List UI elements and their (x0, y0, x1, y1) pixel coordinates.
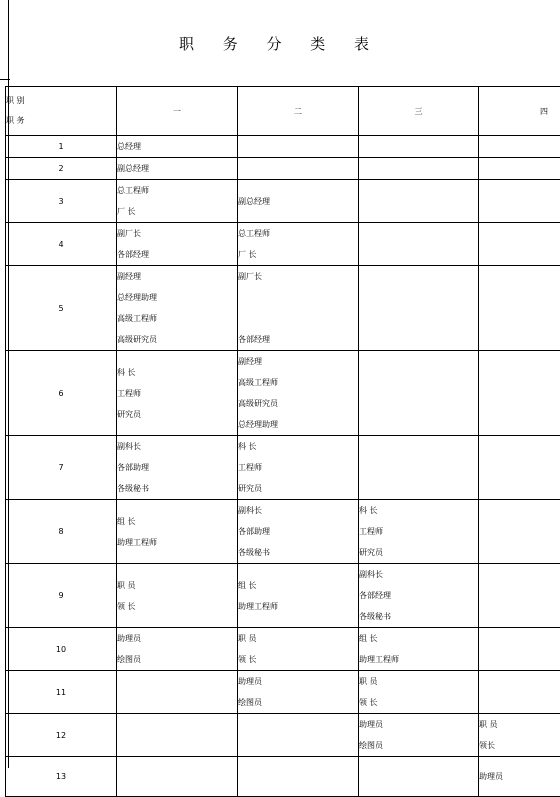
position-title: 科 长 (359, 500, 478, 521)
position-title: 领长 (479, 735, 560, 756)
row-number-cell: 11 (6, 671, 117, 714)
corner-label-rank: 职 别 (6, 95, 116, 107)
position-title: 各级秘书 (238, 542, 358, 563)
position-title: 高级工程师 (117, 308, 237, 329)
table-cell (359, 564, 479, 628)
position-title: 总工程师 (238, 223, 358, 244)
position-title: 职 员 (238, 628, 358, 649)
position-title: 领 长 (359, 692, 478, 713)
table-cell (238, 671, 359, 714)
table-cell (359, 266, 479, 351)
position-title: 各部助理 (117, 457, 237, 478)
page-title: 职 务 分 类 表 (0, 33, 560, 54)
position-title: 组 长 (117, 511, 237, 532)
row-number-cell: 13 (6, 757, 117, 797)
table-cell (479, 266, 560, 351)
table-row (6, 180, 560, 223)
row-number-cell: 6 (6, 351, 117, 436)
position-title: 绘图员 (117, 649, 237, 670)
row-number-cell: 8 (6, 500, 117, 564)
position-title: 科 长 (117, 362, 237, 383)
position-title: 副厂长 (238, 266, 358, 287)
table-cell (117, 671, 238, 714)
row-number-cell: 10 (6, 628, 117, 671)
table-cell (117, 223, 238, 266)
table-cell (117, 757, 238, 797)
table-cell (117, 266, 238, 351)
table-cell (117, 714, 238, 757)
position-title: 助理工程师 (117, 532, 237, 553)
position-title: 助理工程师 (359, 649, 478, 670)
table-row (6, 671, 560, 714)
table-cell (238, 158, 359, 180)
table-cell (359, 351, 479, 436)
table-cell (479, 180, 560, 223)
table-row (6, 714, 560, 757)
position-title (238, 287, 358, 308)
table-row (6, 500, 560, 564)
row-number-cell: 7 (6, 436, 117, 500)
position-title: 助理员 (359, 714, 478, 735)
table-cell (238, 757, 359, 797)
table-row (6, 757, 560, 797)
table-cell (238, 436, 359, 500)
position-title: 各部助理 (238, 521, 358, 542)
table-cell (479, 628, 560, 671)
position-title: 工程师 (359, 521, 478, 542)
position-title: 职 员 (359, 671, 478, 692)
table-cell (359, 757, 479, 797)
table-cell (117, 628, 238, 671)
table-cell (359, 714, 479, 757)
table-cell (479, 136, 560, 158)
position-title: 研究员 (117, 404, 237, 425)
position-title: 助理员 (117, 628, 237, 649)
table-header-row (6, 87, 560, 136)
position-title: 领 长 (238, 649, 358, 670)
position-title: 厂 长 (117, 201, 237, 222)
position-title: 各部经理 (359, 585, 478, 606)
position-title: 高级研究员 (117, 329, 237, 350)
position-title: 领 长 (117, 596, 237, 617)
table-row (6, 158, 560, 180)
table-row (6, 351, 560, 436)
table-cell (479, 757, 560, 797)
table-cell (359, 180, 479, 223)
position-title: 高级研究员 (238, 393, 358, 414)
row-number-cell: 12 (6, 714, 117, 757)
position-title: 总经理 (117, 136, 237, 157)
table-cell (117, 436, 238, 500)
table-cell (359, 223, 479, 266)
row-number-cell: 9 (6, 564, 117, 628)
table-cell (479, 671, 560, 714)
table-cell (359, 136, 479, 158)
column-header-3: 三 (359, 87, 479, 136)
table-cell (238, 136, 359, 158)
column-header-4: 四 (479, 87, 560, 136)
table-cell (479, 714, 560, 757)
table-row (6, 436, 560, 500)
position-title: 副总经理 (238, 191, 358, 212)
position-title: 总工程师 (117, 180, 237, 201)
table-cell (359, 671, 479, 714)
position-title: 研究员 (359, 542, 478, 563)
table-cell (117, 158, 238, 180)
position-title: 各部经理 (117, 244, 237, 265)
position-title: 助理工程师 (238, 596, 358, 617)
table-cell (117, 500, 238, 564)
position-title: 绘图员 (359, 735, 478, 756)
table-cell (479, 223, 560, 266)
position-title: 研究员 (238, 478, 358, 499)
table-cell (359, 500, 479, 564)
table-cell (238, 628, 359, 671)
row-number-cell: 3 (6, 180, 117, 223)
position-title: 总经理助理 (238, 414, 358, 435)
table-cell (238, 564, 359, 628)
table-cell (117, 564, 238, 628)
position-title: 职 员 (479, 714, 560, 735)
position-title: 职 员 (117, 575, 237, 596)
position-classification-table (5, 86, 560, 797)
table-row (6, 223, 560, 266)
table-row (6, 564, 560, 628)
row-number-cell: 2 (6, 158, 117, 180)
header-corner-cell (6, 87, 117, 136)
table-cell (479, 436, 560, 500)
table-cell (238, 266, 359, 351)
corner-label-position: 职 务 (6, 115, 116, 127)
position-title: 绘图员 (238, 692, 358, 713)
position-title: 科 长 (238, 436, 358, 457)
table-cell (238, 223, 359, 266)
table-cell (117, 351, 238, 436)
table-cell (359, 628, 479, 671)
row-number-cell: 4 (6, 223, 117, 266)
position-title: 副经理 (238, 351, 358, 372)
table-cell (238, 351, 359, 436)
table-row (6, 266, 560, 351)
table-row (6, 628, 560, 671)
position-title: 助理员 (479, 766, 560, 787)
position-title: 副经理 (117, 266, 237, 287)
table-cell (117, 180, 238, 223)
table-cell (238, 714, 359, 757)
table-cell (479, 351, 560, 436)
position-title: 各级秘书 (359, 606, 478, 627)
position-title: 厂 长 (238, 244, 358, 265)
position-title: 副科长 (238, 500, 358, 521)
position-title: 副科长 (359, 564, 478, 585)
position-title: 组 长 (238, 575, 358, 596)
page-margin-line-horizontal (0, 79, 10, 80)
table-row (6, 136, 560, 158)
position-title: 副总经理 (117, 158, 237, 179)
position-title: 高级工程师 (238, 372, 358, 393)
position-title: 助理员 (238, 671, 358, 692)
row-number-cell: 1 (6, 136, 117, 158)
table-cell (359, 158, 479, 180)
position-title: 副科长 (117, 436, 237, 457)
table-cell (117, 136, 238, 158)
table-cell (479, 564, 560, 628)
table-cell (479, 158, 560, 180)
column-header-2: 二 (238, 87, 359, 136)
position-title: 组 长 (359, 628, 478, 649)
position-title: 各级秘书 (117, 478, 237, 499)
position-title: 各部经理 (238, 329, 358, 350)
row-number-cell: 5 (6, 266, 117, 351)
position-title (238, 308, 358, 329)
position-title: 总经理助理 (117, 287, 237, 308)
table-cell (479, 500, 560, 564)
position-title: 工程师 (238, 457, 358, 478)
position-title: 副厂长 (117, 223, 237, 244)
table-cell (238, 500, 359, 564)
table-cell (359, 436, 479, 500)
table-cell (238, 180, 359, 223)
position-title: 工程师 (117, 383, 237, 404)
column-header-1: 一 (117, 87, 238, 136)
